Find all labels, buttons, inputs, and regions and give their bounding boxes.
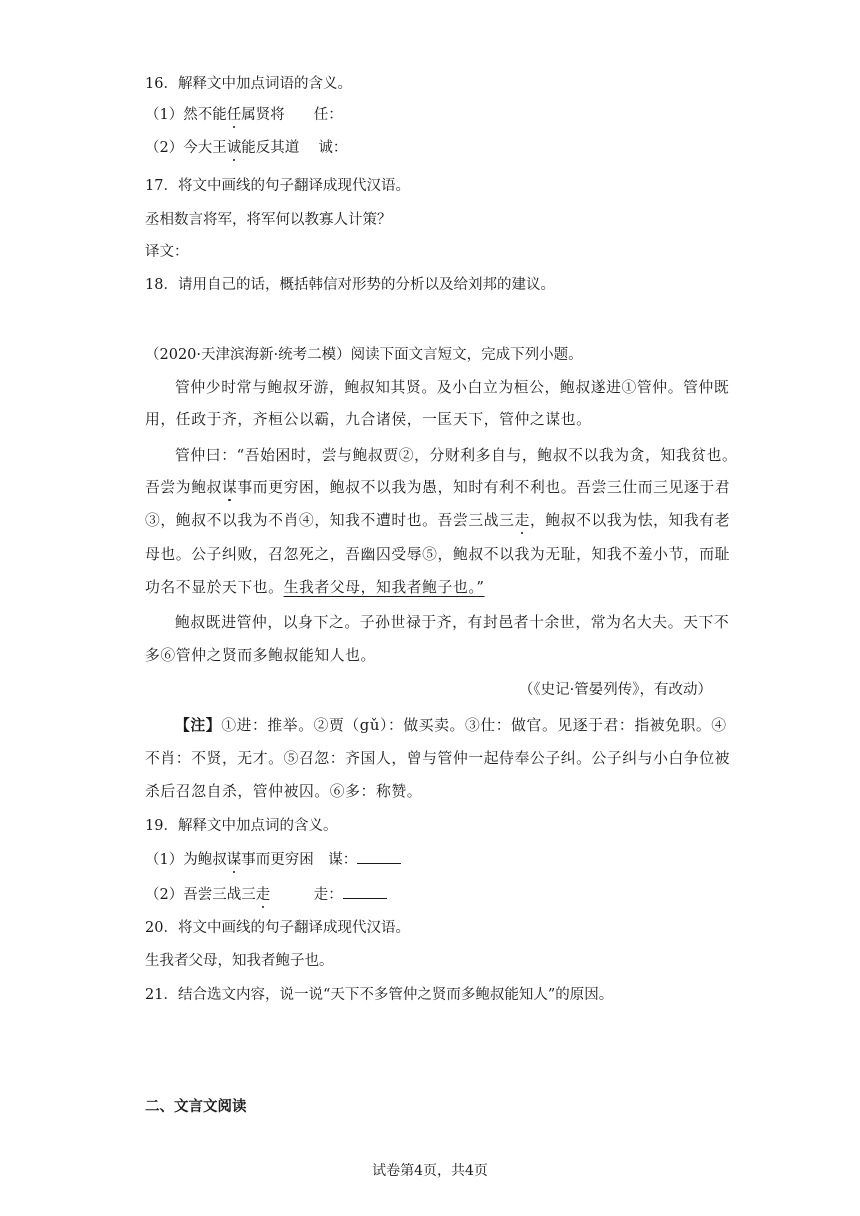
notes-line2: 不肖：不贤，无才。⑤召忽：齐国人，曾与管仲一起侍奉公子纠。公子纠与小白争位被 [145,750,731,767]
q19-item2-dotted-word: 走 [255,887,271,903]
passage-p2-line3-b: ，鲍叔不以我为怯，知我有老 [529,512,731,529]
passage-p2-line5-a: 功名不显於天下也。 [145,579,284,596]
q16-item1-pre: （1）然不能 [145,107,227,123]
q18-title: 18．请用自己的话，概括韩信对形势的分析以及给刘邦的建议。 [145,277,555,293]
q17-answer-label: 译文： [145,244,189,260]
passage-intro: （2020·天津滨海新·统考二模）阅读下面文言短文，完成下列小题。 [145,347,583,363]
passage-p2-line2 [145,478,730,498]
passage-p2-line5 [145,578,485,598]
q19-item-2 [145,884,387,905]
notes-line3: 杀后召忽自杀，管仲被囚。⑥多：称赞。 [145,783,423,800]
passage-p3-line1: 鲍叔既进管仲，以身下之。子孙世禄于齐，有封邑者十余世，常为名大夫。天下不 [175,614,730,631]
q16-item2-dotted-word: 诚 [226,140,242,156]
q19-answer-blank-2[interactable] [343,884,387,899]
passage-p1-line1: 管仲少时常与鲍叔牙游，鲍叔知其贤。及小白立为桓公，鲍叔遂进①管仲。管仲既 [175,379,730,396]
passage-p2-line2-b: 事而更穷困，鲍叔不以我为愚，知时有利不利也。吾尝三仕而三见逐于君 [237,479,731,496]
passage-p2-line3 [145,511,730,531]
q19-item2-pre: （2）吾尝三战三 [145,887,256,903]
notes-line1-text: ①进：推举。②贾（gǔ）：做买卖。③仕：做官。见逐于君：指被免职。④ [221,717,727,734]
q16-title: 16．解释文中加点词语的含义。 [145,76,352,92]
q16-item1-dotted-word: 任 [226,107,242,123]
q19-item2-post: 走： [270,887,343,903]
q16-item2-pre: （2）今大王 [145,140,227,156]
passage-dotted-word-mou: 谋 [222,479,238,496]
passage-p2-line2-a: 吾尝为鲍叔 [145,479,222,496]
q17-sentence: 丞相数言将军，将军何以教寡人计策？ [145,212,392,228]
q20-title: 20．将文中画线的句子翻译成现代汉语。 [145,920,410,936]
q16-item-1 [145,105,343,125]
q21-title: 21．结合选文内容，说一说“天下不多管仲之贤而多鲍叔能知人”的原因。 [145,987,614,1003]
passage-p1-line2: 用，任政于齐，齐桓公以霸，九合诸侯，一匡天下，管仲之谋也。 [145,411,592,428]
passage-p2-line3-a: ③，鲍叔不以我为不肖④，知我不遭时也。吾尝三战三 [145,512,515,529]
passage-p2-line4: 母也。公子纠败，召忽死之，吾幽囚受辱⑤，鲍叔不以我为无耻，知我不羞小节，而耻 [145,546,731,563]
q16-item-2 [145,138,347,158]
q19-item1-pre: （1）为鲍叔 [145,852,227,868]
page-footer: 试卷第4页，共4页 [372,1163,488,1179]
q17-title: 17．将文中画线的句子翻译成现代汉语。 [145,178,410,194]
notes-tag: 【注】 [175,717,222,734]
q19-answer-blank-1[interactable] [357,849,401,864]
q16-item2-post: 能反其道 诚： [241,140,348,156]
q19-item1-dotted-word: 谋 [226,852,242,868]
passage-p3-line2: 多⑥管仲之贤而多鲍叔能知人也。 [145,647,376,664]
notes-line1 [175,716,727,736]
passage-source: （《史记·管晏列传》，有改动） [518,682,712,698]
q19-item-1 [145,849,401,870]
section-heading: 二、文言文阅读 [145,1099,247,1115]
underlined-quote-close: ” [476,579,485,596]
q20-sentence: 生我者父母，知我者鲍子也。 [145,953,334,969]
passage-p2-line1: 管仲曰：“吾始困时，尝与鲍叔贾②，分财利多自与，鲍叔不以我为贪，知我贫也。 [175,447,738,464]
q19-item1-post: 事而更穷困 谋： [241,852,358,868]
q19-title: 19．解释文中加点词的含义。 [145,818,338,834]
passage-dotted-word-zou: 走 [514,512,530,529]
underlined-sentence: 生我者父母，知我者鲍子也。 [283,579,477,596]
q16-item1-post: 属贤将 任： [241,107,343,123]
